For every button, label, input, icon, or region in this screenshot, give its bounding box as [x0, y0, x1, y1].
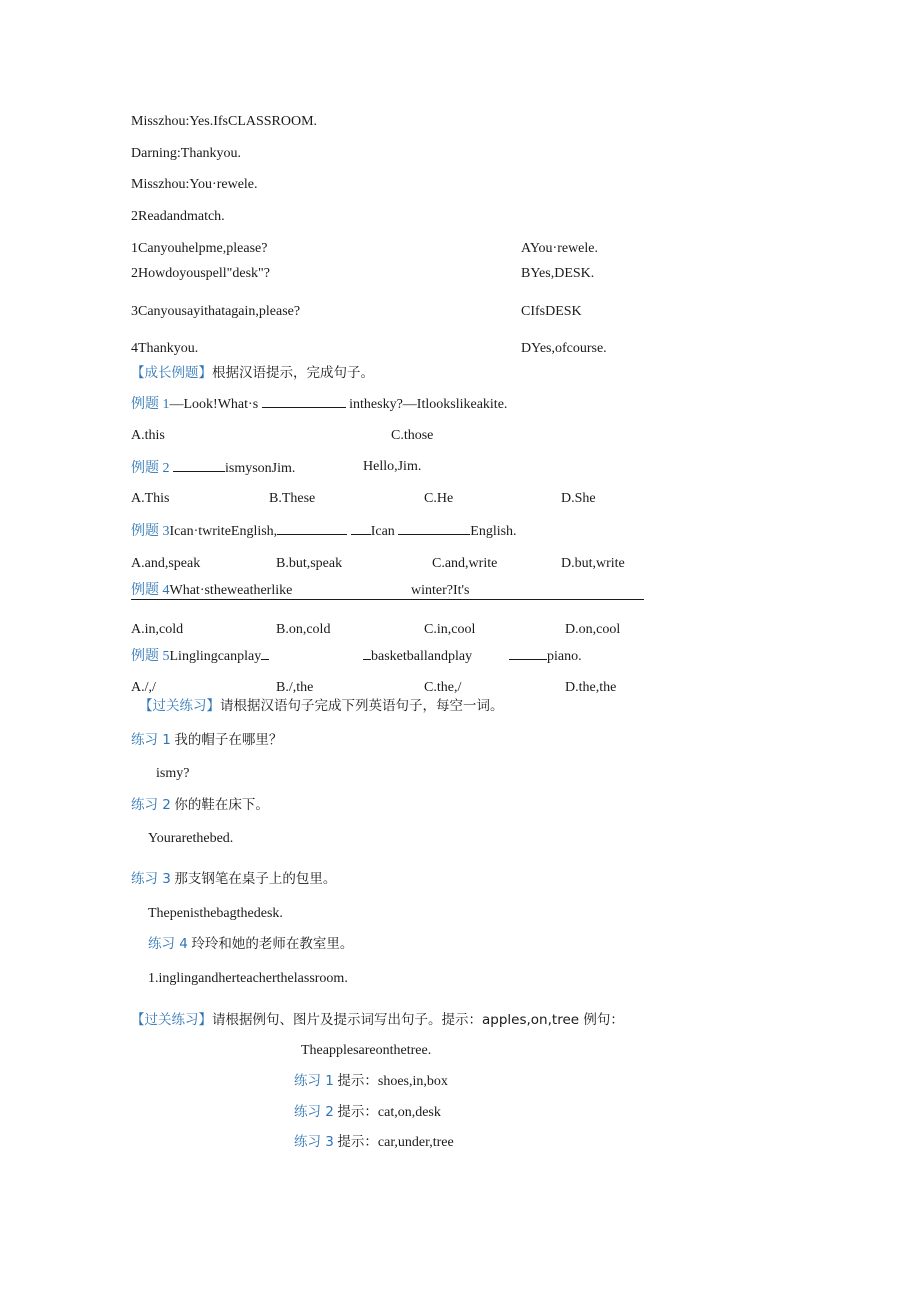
- hint-exercise-2: [294, 1103, 441, 1122]
- dialogue-line: Darning:Thankyou.: [131, 146, 242, 161]
- hint-words: car,under,tree: [377, 1135, 454, 1150]
- question-text: Ican·twriteEnglish,: [169, 524, 278, 539]
- option: A.This: [131, 491, 170, 506]
- option: C.in,cool: [424, 622, 476, 637]
- question-4: [131, 582, 292, 600]
- option: B.These: [269, 491, 316, 506]
- question-1: [131, 394, 507, 414]
- exercise-label: 练习 2: [131, 797, 171, 813]
- question-text: Linglingcanplay: [169, 649, 262, 664]
- exercise-cn: 你的鞋在床下。: [174, 797, 269, 813]
- question-text: What·stheweatherlike: [169, 583, 293, 598]
- answer-underline: [131, 599, 644, 600]
- question-text: piano.: [547, 649, 582, 664]
- option: A.in,cold: [131, 622, 184, 637]
- match-left-item: 3Canyousayithatagain,please?: [131, 304, 301, 319]
- hint-prefix: 提示：: [337, 1073, 378, 1089]
- option: D.but,write: [561, 556, 625, 571]
- question-text: English.: [470, 524, 517, 539]
- exercise-en: Yourarethebed.: [148, 831, 234, 846]
- question-2: [131, 458, 295, 478]
- match-left-item: 4Thankyou.: [131, 341, 199, 356]
- exercise-cn: 玲玲和她的老师在教室里。: [191, 936, 354, 952]
- answer-blank[interactable]: [262, 394, 346, 408]
- question-5-cont: [363, 646, 472, 666]
- answer-blank[interactable]: [351, 521, 371, 535]
- exercise-4: [148, 935, 353, 954]
- exercise-label: 练习 1: [294, 1073, 334, 1089]
- growth-instruction: 根据汉语提示，完成句子。: [212, 365, 374, 381]
- dialogue-line: Misszhou:Yes.IfsCLASSROOM.: [131, 114, 318, 129]
- question-text: ismysonJim.: [225, 461, 296, 476]
- pass-tag: 【过关练习】: [139, 698, 220, 714]
- question-text: —Look!What·s: [169, 397, 259, 412]
- option: A./,/: [131, 680, 156, 695]
- answer-blank[interactable]: [509, 646, 547, 660]
- pass-heading: [139, 697, 504, 716]
- exercise-cn: 那支钢笔在桌子上的包里。: [174, 871, 337, 887]
- dialogue-line: Misszhou:You·rewele.: [131, 177, 258, 192]
- exercise-en: Thepenisthebagthedesk.: [148, 906, 283, 921]
- option: C.the,/: [424, 680, 462, 695]
- option: D.the,the: [565, 680, 617, 695]
- answer-blank[interactable]: [363, 646, 371, 660]
- section-title: 2Readandmatch.: [131, 209, 225, 224]
- question-label: 例题 5: [131, 649, 170, 664]
- option: D.on,cool: [565, 622, 621, 637]
- hint-words: shoes,in,box: [377, 1074, 448, 1089]
- option: C.and,write: [432, 556, 498, 571]
- answer-blank[interactable]: [398, 521, 470, 535]
- exercise-en: 1.inglingandherteacherthelassroom.: [148, 971, 348, 986]
- exercise-2: [131, 796, 269, 815]
- growth-heading: [131, 364, 374, 383]
- answer-blank[interactable]: [261, 646, 269, 660]
- question-label: 例题 4: [131, 583, 170, 598]
- hint-exercise-3: [294, 1133, 454, 1152]
- question-5: [131, 646, 269, 666]
- option: B.but,speak: [276, 556, 343, 571]
- option: A.this: [131, 428, 165, 443]
- answer-blank[interactable]: [173, 458, 225, 472]
- match-right-item: DYes,ofcourse.: [521, 341, 607, 356]
- question-text: Hello,Jim.: [363, 459, 422, 474]
- question-label: 例题 2: [131, 461, 170, 476]
- exercise-label: 练习 4: [148, 936, 188, 952]
- question-5-end: [509, 646, 582, 666]
- pass-instruction: 请根据例句、图片及提示词写出句子。提示：apples,on,tree 例句：: [212, 1012, 624, 1028]
- option: C.those: [391, 428, 434, 443]
- match-left-item: 1Canyouhelpme,please?: [131, 241, 268, 256]
- option: D.She: [561, 491, 596, 506]
- hint-words: cat,on,desk: [377, 1105, 441, 1120]
- pass-tag: 【过关练习】: [131, 1012, 212, 1028]
- match-left-item: 2Howdoyouspell"desk"?: [131, 266, 270, 281]
- exercise-label: 练习 3: [131, 871, 171, 887]
- option: B./,the: [276, 680, 314, 695]
- option: B.on,cold: [276, 622, 331, 637]
- question-text: Ican: [370, 524, 395, 539]
- hint-exercise-1: [294, 1072, 448, 1091]
- question-label: 例题 1: [131, 397, 170, 412]
- exercise-en: ismy?: [156, 766, 190, 781]
- growth-tag: 【成长例题】: [131, 365, 212, 381]
- option: C.He: [424, 491, 454, 506]
- question-text: basketballandplay: [371, 649, 473, 664]
- answer-blank[interactable]: [277, 521, 347, 535]
- exercise-3: [131, 870, 336, 889]
- question-text: inthesky?—Itlookslikeakite.: [349, 397, 508, 412]
- option: A.and,speak: [131, 556, 201, 571]
- question-text: winter?It's: [411, 583, 470, 598]
- exercise-cn: 我的帽子在哪里？: [174, 732, 283, 748]
- exercise-label: 练习 3: [294, 1134, 334, 1150]
- hint-prefix: 提示：: [337, 1134, 378, 1150]
- match-right-item: AYou·rewele.: [521, 241, 598, 256]
- match-right-item: BYes,DESK.: [521, 266, 595, 281]
- pass-heading-2: [131, 1011, 624, 1030]
- example-sentence: Theapplesareonthetree.: [301, 1043, 432, 1058]
- exercise-1: [131, 731, 282, 750]
- exercise-label: 练习 2: [294, 1104, 334, 1120]
- match-right-item: CIfsDESK: [521, 304, 582, 319]
- exercise-label: 练习 1: [131, 732, 171, 748]
- question-3: [131, 521, 517, 541]
- hint-prefix: 提示：: [337, 1104, 378, 1120]
- question-label: 例题 3: [131, 524, 170, 539]
- pass-instruction: 请根据汉语句子完成下列英语句子，每空一词。: [220, 698, 504, 714]
